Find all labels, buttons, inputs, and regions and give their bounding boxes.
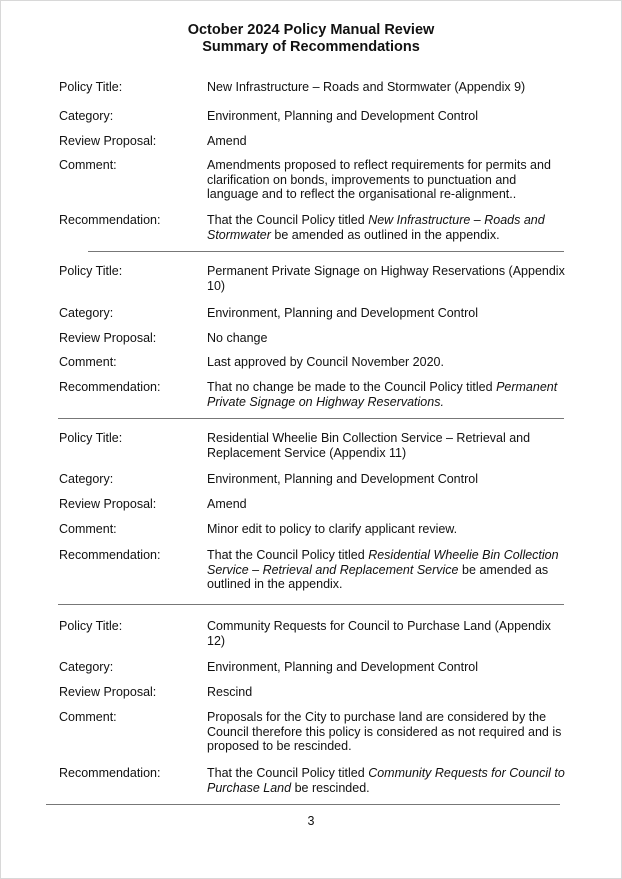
category-value: Environment, Planning and Development Control [207, 306, 478, 320]
category-label: Category: [59, 306, 114, 320]
category-value: Environment, Planning and Development Control [207, 109, 478, 123]
review-proposal-value: Amend [207, 497, 247, 511]
section-divider [58, 418, 564, 419]
comment-label: Comment: [59, 710, 117, 724]
review-proposal-value: Rescind [207, 685, 253, 699]
comment-value: Proposals for the City to purchase land are considered by the Council therefore this policy is considered as not required and is proposed to be rescinded. [207, 710, 562, 754]
comment-label: Comment: [59, 355, 117, 369]
recommendation-value: That the Council Policy titled New Infrastructure – Roads and Stormwater be amended as outlined in the appendix. [207, 213, 545, 242]
recommendation-label: Recommendation: [59, 213, 161, 227]
section-divider [58, 604, 564, 605]
policy-title-value: Community Requests for Council to Purchase Land (Appendix 12) [207, 619, 551, 648]
policy-title-label: Policy Title: [59, 431, 123, 445]
recommendation-label: Recommendation: [59, 380, 161, 394]
document-title: October 2024 Policy Manual Review [187, 22, 435, 38]
page-number: 3 [307, 814, 315, 828]
policy-title-value: New Infrastructure – Roads and Stormwater (Appendix 9) [207, 80, 526, 94]
review-proposal-label: Review Proposal: [59, 685, 157, 699]
document-subtitle: Summary of Recommendations [202, 39, 420, 55]
policy-title-label: Policy Title: [59, 619, 123, 633]
review-proposal-label: Review Proposal: [59, 134, 157, 148]
recommendation-value: That no change be made to the Council Policy titled Permanent Private Signage on Highway Reservations. [207, 380, 558, 409]
review-proposal-label: Review Proposal: [59, 497, 157, 511]
section-divider [46, 804, 560, 805]
policy-title-label: Policy Title: [59, 264, 123, 278]
category-label: Category: [59, 660, 114, 674]
review-proposal-value: Amend [207, 134, 247, 148]
category-label: Category: [59, 109, 114, 123]
category-value: Environment, Planning and Development Control [207, 472, 478, 486]
policy-title-value: Permanent Private Signage on Highway Reservations (Appendix 10) [207, 264, 565, 293]
policy-title-value: Residential Wheelie Bin Collection Service – Retrieval and Replacement Service (Appendix 11) [207, 431, 531, 460]
recommendation-value: That the Council Policy titled Community Requests for Council to Purchase Land be rescinded. [207, 766, 565, 795]
comment-label: Comment: [59, 158, 117, 172]
review-proposal-value: No change [207, 331, 268, 345]
policy-title-label: Policy Title: [59, 80, 123, 94]
recommendation-label: Recommendation: [59, 766, 161, 780]
comment-label: Comment: [59, 522, 117, 536]
section-divider [88, 251, 564, 252]
category-value: Environment, Planning and Development Control [207, 660, 478, 674]
recommendation-label: Recommendation: [59, 548, 161, 562]
category-label: Category: [59, 472, 114, 486]
review-proposal-label: Review Proposal: [59, 331, 157, 345]
comment-value: Last approved by Council November 2020. [207, 355, 444, 369]
recommendation-value: That the Council Policy titled Residential Wheelie Bin Collection Service – Retrieval and Replacement Service be amended as outlined in the appendix. [207, 548, 559, 592]
comment-value: Amendments proposed to reflect requirements for permits and clarification on bonds, improvements to punctuation and language and to reflect the organisational re-alignment.. [207, 158, 551, 202]
comment-value: Minor edit to policy to clarify applicant review. [207, 522, 458, 536]
